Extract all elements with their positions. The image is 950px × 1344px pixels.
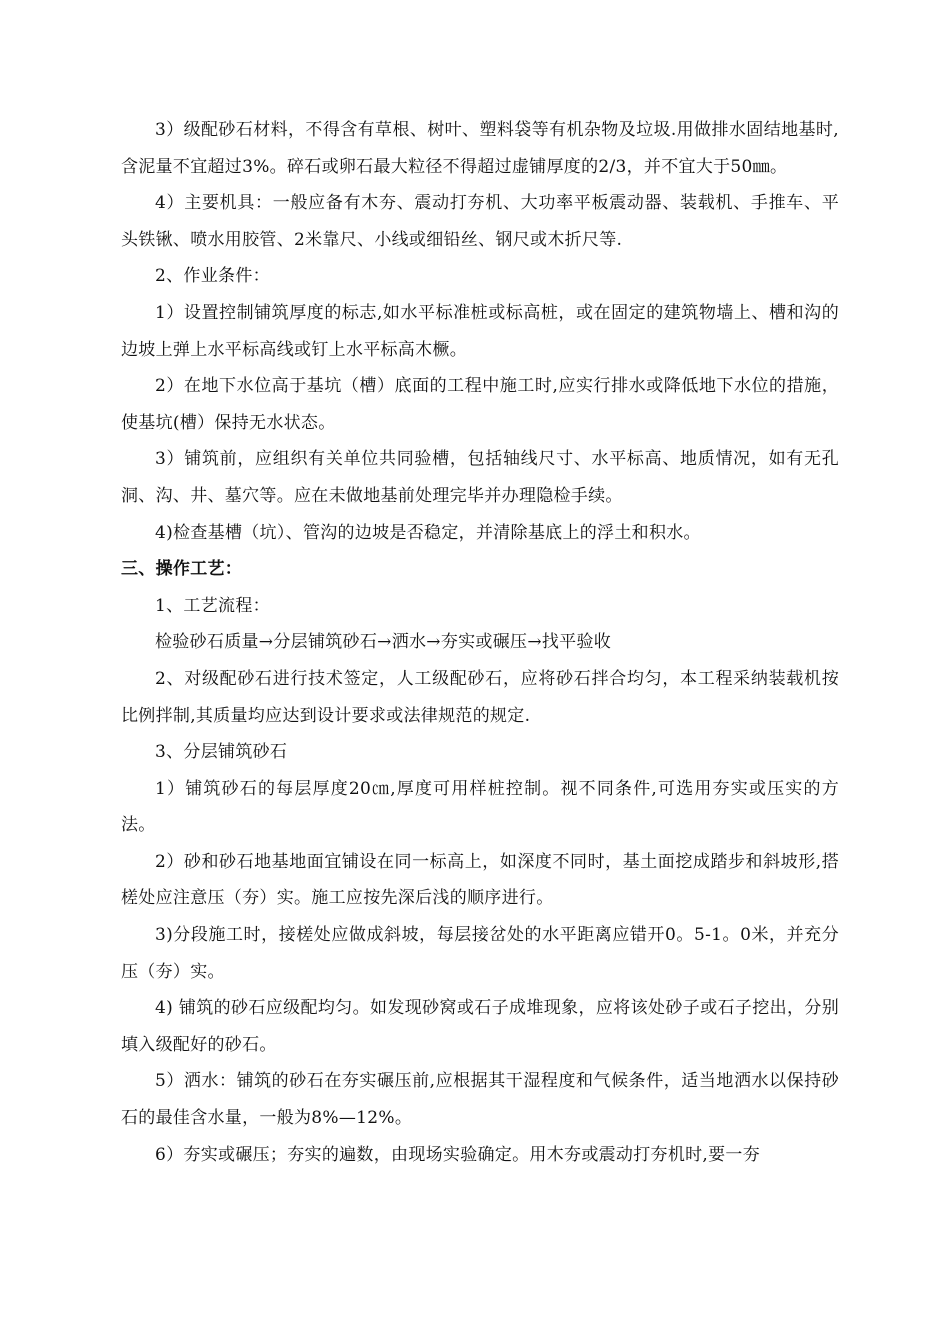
subheading-work-conditions: 2、作业条件： (155, 266, 270, 287)
paragraph-same-elevation: 2）砂和砂石地基地面宜铺设在同一标高上，如深度不同时，基土面挖成踏步和斜坡形,搭槎处应注意压（夯）实。施工应按先深后浅的顺序进行。 (121, 851, 839, 909)
paragraph-grading-identification: 2、对级配砂石进行技术签定，人工级配砂石，应将砂石拌合均匀，本工程采纳装载机按比例拌制,其质量均应达到设计要求或法律规范的规定. (121, 668, 839, 726)
document-body (121, 112, 839, 1173)
subheading-layered-paving: 3、分层铺筑砂石 (155, 742, 288, 763)
paragraph-material-spec: 3）级配砂石材料，不得含有草根、树叶、塑料袋等有机杂物及垃圾.用做排水固结地基时,含泥量不宜超过3%。碎石或卵石最大粒径不得超过虚铺厚度的2/3，并不宜大于50㎜。 (121, 120, 839, 177)
paragraph-uniform-grading: 4) 铺筑的砂石应级配均匀。如发现砂窝或石子成堆现象，应将该处砂子或石子挖出，分别填入级配好的砂石。 (121, 998, 839, 1055)
paragraph-watering: 5）洒水：铺筑的砂石在夯实碾压前,应根据其干湿程度和气候条件，适当地洒水以保持砂石的最佳含水量，一般为8%—12%。 (121, 1071, 839, 1129)
paragraph-segment-construction: 3)分段施工时，接槎处应做成斜坡，每层接岔处的水平距离应错开0。5-1。0米，并充分压（夯）实。 (121, 925, 839, 982)
paragraph-main-equipment: 4）主要机具：一般应备有木夯、震动打夯机、大功率平板震动器、装载机、手推车、平头铁锹、喷水用胶管、2米靠尺、小线或细铅丝、钢尺或木折尺等. (121, 193, 839, 250)
section-heading-operation-process: 三、操作工艺： (121, 559, 243, 580)
paragraph-condition-4: 4)检查基槽（坑）、管沟的边坡是否稳定，并清除基底上的浮土和积水。 (155, 522, 701, 543)
paragraph-condition-3: 3）铺筑前，应组织有关单位共同验槽，包括轴线尺寸、水平标高、地质情况，如有无孔洞、沟、井、墓穴等。应在未做地基前处理完毕并办理隐检手续。 (121, 449, 839, 506)
paragraph-condition-1: 1）设置控制铺筑厚度的标志,如水平标准桩或标高桩，或在固定的建筑物墙上、槽和沟的边坡上弹上水平标高线或钉上水平标高木橛。 (121, 302, 839, 360)
paragraph-compaction: 6）夯实或碾压；夯实的遍数，由现场实验确定。用木夯或震动打夯机时,要一夯 (155, 1144, 761, 1165)
paragraph-condition-2: 2）在地下水位高于基坑（槽）底面的工程中施工时,应实行排水或降低地下水位的措施，使基坑(槽）保持无水状态。 (121, 376, 839, 433)
paragraph-layer-thickness: 1）铺筑砂石的每层厚度20㎝,厚度可用样桩控制。视不同条件,可选用夯实或压实的方法。 (121, 778, 839, 836)
subheading-process-flow: 1、工艺流程： (155, 595, 270, 616)
paragraph-process-flow: 检验砂石质量→分层铺筑砂石→洒水→夯实或碾压→找平验收 (155, 632, 612, 653)
